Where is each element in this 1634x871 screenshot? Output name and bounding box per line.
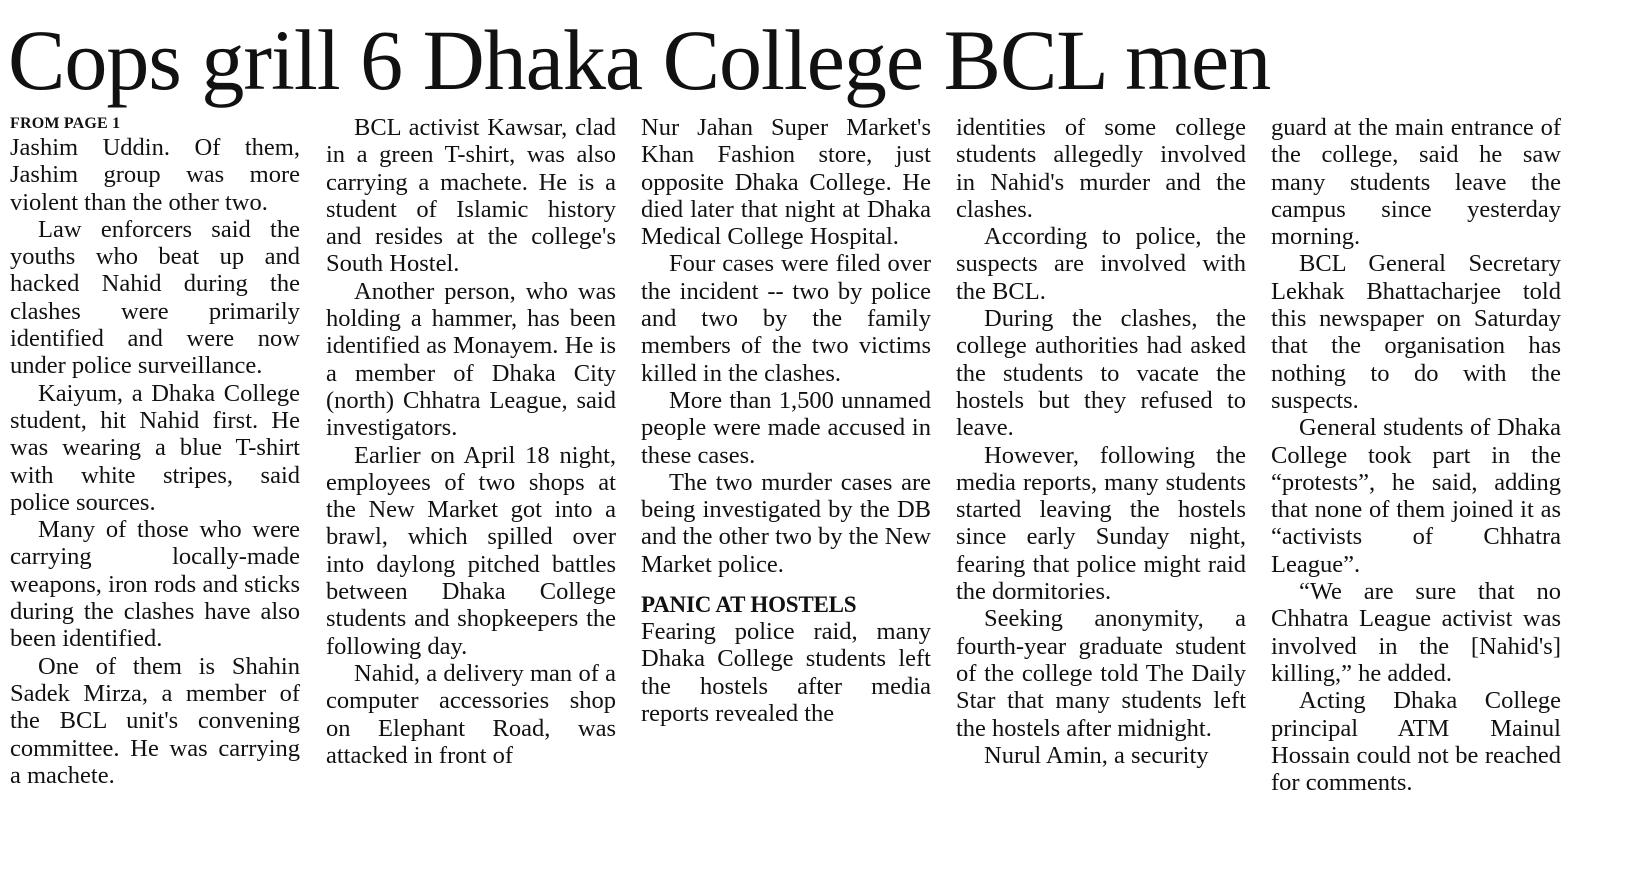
paragraph: During the clashes, the college authorities had asked the students to vacate the hostels but they refused to leave. — [956, 305, 1246, 442]
paragraph: Acting Dhaka College principal ATM Mainul Hossain could not be reached for comments. — [1271, 687, 1561, 797]
paragraph: BCL General Secretary Lekhak Bhattacharjee told this newspaper on Saturday that the organisation has nothing to do with the suspects. — [1271, 250, 1561, 414]
paragraph: The two murder cases are being investigated by the DB and the other two by the New Market police. — [641, 468, 931, 578]
paragraph: Nahid, a delivery man of a computer accessories shop on Elephant Road, was attacked in front of — [326, 659, 616, 769]
paragraph: Another person, who was holding a hammer, has been identified as Monayem. He is a member of Dhaka City (north) Chhatra League, said investigators. — [326, 277, 616, 442]
paragraph: Fearing police raid, many Dhaka College students left the hostels after media reports revealed the — [641, 618, 931, 727]
paragraph: guard at the main entrance of the college, said he saw many students leave the campus since yesterday morning. — [1271, 114, 1561, 251]
paragraph: Four cases were filed over the incident -- two by police and two by the family members of the two victims killed in the clashes. — [641, 250, 931, 387]
paragraph: However, following the media reports, many students started leaving the hostels since early Sunday night, fearing that police might raid the dormitories. — [956, 441, 1246, 606]
column-5 — [1271, 114, 1561, 871]
paragraph: Seeking anonymity, a fourth-year graduate student of the college told The Daily Star that many students left the hostels after midnight. — [956, 605, 1246, 742]
paragraph: identities of some college students allegedly involved in Nahid's murder and the clashes. — [956, 114, 1246, 223]
column-3 — [641, 114, 931, 871]
column-4 — [956, 114, 1246, 871]
paragraph: Many of those who were carrying locally-made weapons, iron rods and sticks during the clashes have also been identified. — [10, 516, 300, 653]
paragraph: Jashim Uddin. Of them, Jashim group was more violent than the other two. — [10, 134, 300, 216]
headline: Cops grill 6 Dhaka College BCL men — [8, 12, 1271, 108]
column-2 — [326, 114, 616, 871]
paragraph: Earlier on April 18 night, employees of two shops at the New Market got into a brawl, which spilled over into daylong pitched battles between Dhaka College students and shopkeepers the following day. — [326, 441, 616, 660]
paragraph: One of them is Shahin Sadek Mirza, a member of the BCL unit's convening committee. He was carrying a machete. — [10, 652, 300, 789]
paragraph: Kaiyum, a Dhaka College student, hit Nahid first. He was wearing a blue T-shirt with white stripes, said police sources. — [10, 379, 300, 516]
paragraph: According to police, the suspects are involved with the BCL. — [956, 223, 1246, 305]
continued-from-kicker: FROM PAGE 1 — [10, 115, 121, 132]
paragraph: General students of Dhaka College took part in the “protests”, he said, adding that none of them joined it as “activists of Chhatra League”. — [1271, 414, 1561, 578]
paragraph: More than 1,500 unnamed people were made accused in these cases. — [641, 386, 931, 469]
section-subhead: PANIC AT HOSTELS — [641, 592, 857, 618]
paragraph: BCL activist Kawsar, clad in a green T-shirt, was also carrying a machete. He is a student of Islamic history and resides at the college's South Hostel. — [326, 114, 616, 278]
column-1 — [10, 114, 300, 871]
paragraph: “We are sure that no Chhatra League activist was involved in the [Nahid's] killing,” he added. — [1271, 578, 1561, 687]
paragraph: Law enforcers said the youths who beat up and hacked Nahid during the clashes were primarily identified and were now under police surveillance. — [10, 215, 300, 380]
paragraph: Nurul Amin, a security — [984, 741, 1209, 769]
paragraph: Nur Jahan Super Market's Khan Fashion store, just opposite Dhaka College. He died later that night at Dhaka Medical College Hospital. — [641, 114, 931, 251]
